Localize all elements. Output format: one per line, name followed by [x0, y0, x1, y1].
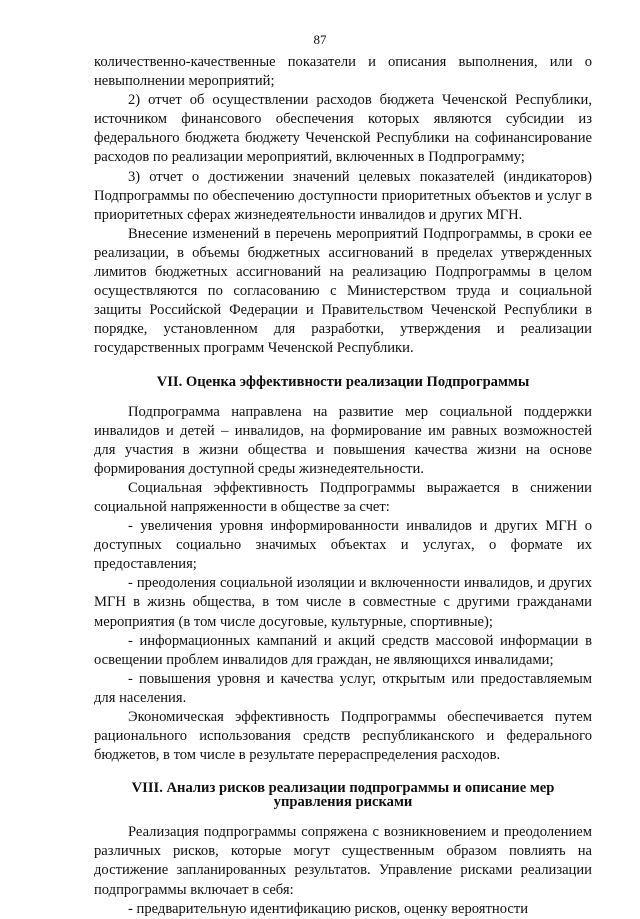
- paragraph: Реализация подпрограммы сопряжена с возникновением и преодолением различных рисков, которые могут существенным образом повлиять на достижение запланированных результатов. Управление рисками реализации подпрограммы включает в себя:: [94, 824, 592, 898]
- list-item: - предварительную идентификацию рисков, оценку вероятности: [128, 900, 529, 917]
- paragraph: Подпрограмма направлена на развитие мер социальной поддержки инвалидов и детей – инвалидов, на формирование им равных возможностей для участия в жизни общества и повышения качества жизни на основе формирования доступной среды жизнедеятельности.: [94, 403, 592, 477]
- page-number: 87: [313, 32, 327, 47]
- list-item: - увеличения уровня информированности инвалидов и других МГН о доступных социально значимых объектах и услугах, о формате их предоставления;: [94, 518, 592, 573]
- paragraph: 3) отчет о достижении значений целевых показателей (индикаторов) Подпрограммы по обеспечению доступности приоритетных объектов и услуг в приоритетных сферах жизнедеятельности инвалидов и других МГН.: [94, 168, 592, 223]
- list-item: - информационных кампаний и акций средств массовой информации в освещении проблем инвалидов для граждан, не являющихся инвалидами;: [94, 632, 592, 668]
- section-heading-vii: VII. Оценка эффективности реализации Подпрограммы: [156, 373, 530, 390]
- paragraph: количественно-качественные показатели и описания выполнения, или о невыполнении мероприятий;: [94, 54, 592, 90]
- list-item: - преодоления социальной изоляции и включенности инвалидов, и других МГН в жизнь общества, в том числе в совместные с другими гражданами мероприятия (в том числе досуговые, культурные, спортивные);: [94, 575, 592, 630]
- section-heading-viii-line1: VIII. Анализ рисков реализации подпрограммы и описание мер: [131, 780, 555, 797]
- paragraph: Социальная эффективность Подпрограммы выражается в снижении социальной напряженности в обществе за счет:: [94, 479, 592, 515]
- paragraph: 2) отчет об осуществлении расходов бюджета Чеченской Республики, источником финансового обеспечения которых являются субсидии из федерального бюджета бюджету Чеченской Республики на софинансирование расходов по реализации мероприятий, включенных в Подпрограмму;: [94, 92, 592, 166]
- paragraph: Экономическая эффективность Подпрограммы обеспечивается путем рационального использования средств республиканского и федерального бюджетов, в том числе в результате перераспределения расходов.: [94, 709, 592, 764]
- section-heading-viii-line2: управления рисками: [273, 794, 413, 811]
- document-body: [94, 53, 592, 919]
- section-heading-viii: [94, 781, 592, 809]
- paragraph: Внесение изменений в перечень мероприятий Подпрограммы, в сроки ее реализации, в объемы бюджетных ассигнований в пределах утвержденных лимитов бюджетных ассигнований на реализацию Подпрограммы в целом осуществляются по согласованию с Министерством труда и социальной защиты Российской Федерации и Правительством Чеченской Республики в порядке, установленном для разработки, утверждения и реализации государственных программ Чеченской Республики.: [94, 225, 592, 357]
- list-item: - повышения уровня и качества услуг, открытым или предоставляемым для населения.: [94, 670, 592, 706]
